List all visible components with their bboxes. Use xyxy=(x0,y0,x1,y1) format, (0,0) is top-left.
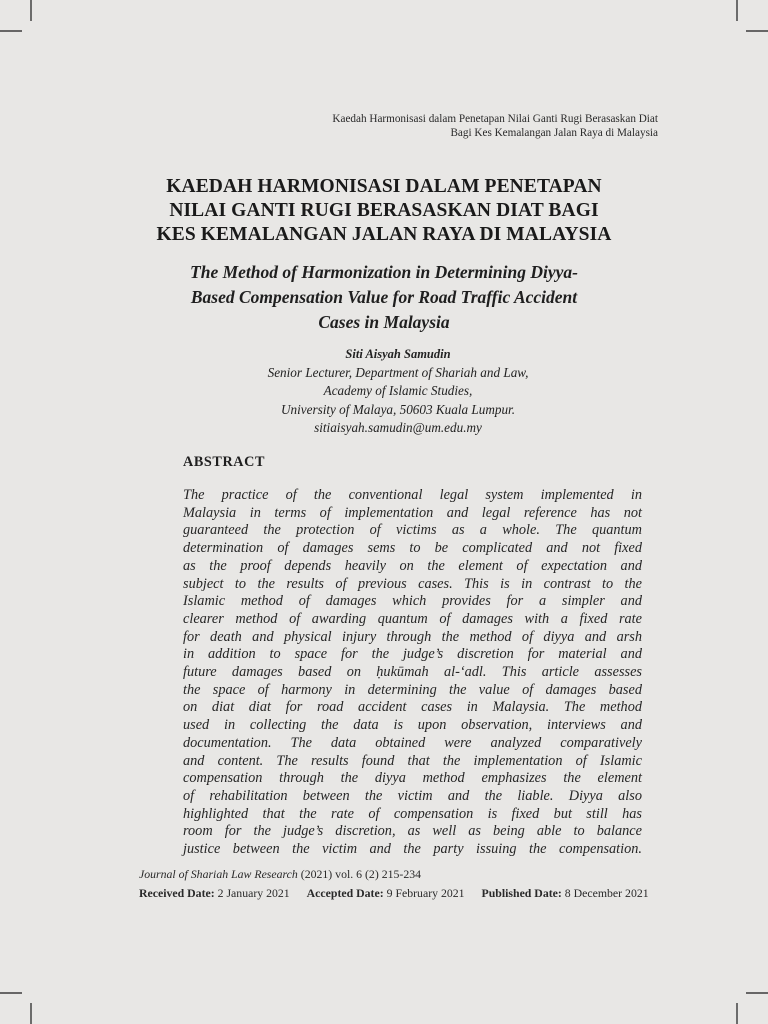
abstract-body xyxy=(183,487,642,859)
received-date-value: 2 January 2021 xyxy=(214,886,290,900)
subtitle-line-1: The Method of Harmonization in Determining Diyya- xyxy=(190,262,578,282)
accepted-date-label: Accepted Date: xyxy=(306,886,384,900)
published-date-value: 8 December 2021 xyxy=(561,886,649,900)
running-header xyxy=(332,112,658,140)
abstract-line: guaranteed the protection of victims as a whole. The quantum xyxy=(183,522,642,539)
abstract-line: highlighted that the rate of compensation is fixed but still has xyxy=(183,805,642,822)
abstract-line: room for the judge’s discretion, as well as being able to balance xyxy=(183,823,642,840)
received-date xyxy=(139,886,290,900)
publication-dates xyxy=(139,886,659,900)
running-header-line-2: Bagi Kes Kemalangan Jalan Raya di Malaysia xyxy=(450,127,658,139)
published-date xyxy=(482,886,649,900)
subtitle-line-3: Cases in Malaysia xyxy=(318,312,450,332)
abstract-line: in addition to space for the judge’s discretion for material and xyxy=(183,646,642,663)
abstract-line: subject to the results of previous cases. This is in contrast to the xyxy=(183,575,642,592)
author-position: Senior Lecturer, Department of Shariah and Law, xyxy=(267,364,529,380)
abstract-line: on diat diat for road accident cases in Malaysia. The method xyxy=(183,699,642,716)
abstract-line: justice between the victim and the party issuing the compensation. xyxy=(183,841,642,858)
abstract-line: the space of harmony in determining the value of damages based xyxy=(183,681,642,698)
author-name: Siti Aisyah Samudin xyxy=(345,347,451,361)
title-line-2: NILAI GANTI RUGI BERASASKAN DIAT BAGI xyxy=(169,200,599,221)
published-date-label: Published Date: xyxy=(481,886,562,900)
journal-citation xyxy=(139,867,421,881)
paper-title-malay xyxy=(0,175,768,247)
abstract-line: Malaysia in terms of implementation and legal reference has not xyxy=(183,504,642,521)
title-line-1: KAEDAH HARMONISASI DALAM PENETAPAN xyxy=(166,176,602,197)
abstract-line: for death and physical injury through the method of diyya and arsh xyxy=(183,628,642,645)
paper-title-english xyxy=(0,260,768,335)
abstract-line: documentation. The data obtained were analyzed comparatively xyxy=(183,734,642,751)
journal-details: (2021) vol. 6 (2) 215-234 xyxy=(297,867,422,881)
abstract-line: determination of damages sems to be complicated and not fixed xyxy=(183,540,642,557)
abstract-line: Islamic method of damages which provides for a simpler and xyxy=(183,593,642,610)
abstract-heading: ABSTRACT xyxy=(183,454,266,470)
subtitle-line-2: Based Compensation Value for Road Traffic Accident xyxy=(190,287,578,307)
abstract-line: and content. The results found that the implementation of Islamic xyxy=(183,752,642,769)
abstract-line: of rehabilitation between the victim and the liable. Diyya also xyxy=(183,787,642,804)
running-header-line-1: Kaedah Harmonisasi dalam Penetapan Nilai Ganti Rugi Berasaskan Diat xyxy=(332,113,658,125)
accepted-date xyxy=(307,886,465,900)
abstract-line: future damages based on ḥukūmah al-‘adl. This article assesses xyxy=(183,664,642,681)
journal-name: Journal of Shariah Law Research xyxy=(139,867,298,881)
author-email: sitiaisyah.samudin@um.edu.my xyxy=(314,420,482,435)
title-line-3: KES KEMALANGAN JALAN RAYA DI MALAYSIA xyxy=(156,224,612,245)
author-block xyxy=(0,345,768,438)
abstract-line: compensation through the diyya method emphasizes the element xyxy=(183,770,642,787)
abstract-line: as the proof depends heavily on the element of expectation and xyxy=(183,557,642,574)
author-academy: Academy of Islamic Studies, xyxy=(323,383,473,398)
abstract-line: used in collecting the data is upon observation, interviews and xyxy=(183,717,642,734)
abstract-line: clearer method of awarding quantum of damages with a fixed rate xyxy=(183,610,642,627)
accepted-date-value: 9 February 2021 xyxy=(383,886,465,900)
author-university: University of Malaya, 50603 Kuala Lumpur. xyxy=(280,401,516,417)
abstract-line: The practice of the conventional legal system implemented in xyxy=(183,487,642,503)
received-date-label: Received Date: xyxy=(139,886,215,900)
